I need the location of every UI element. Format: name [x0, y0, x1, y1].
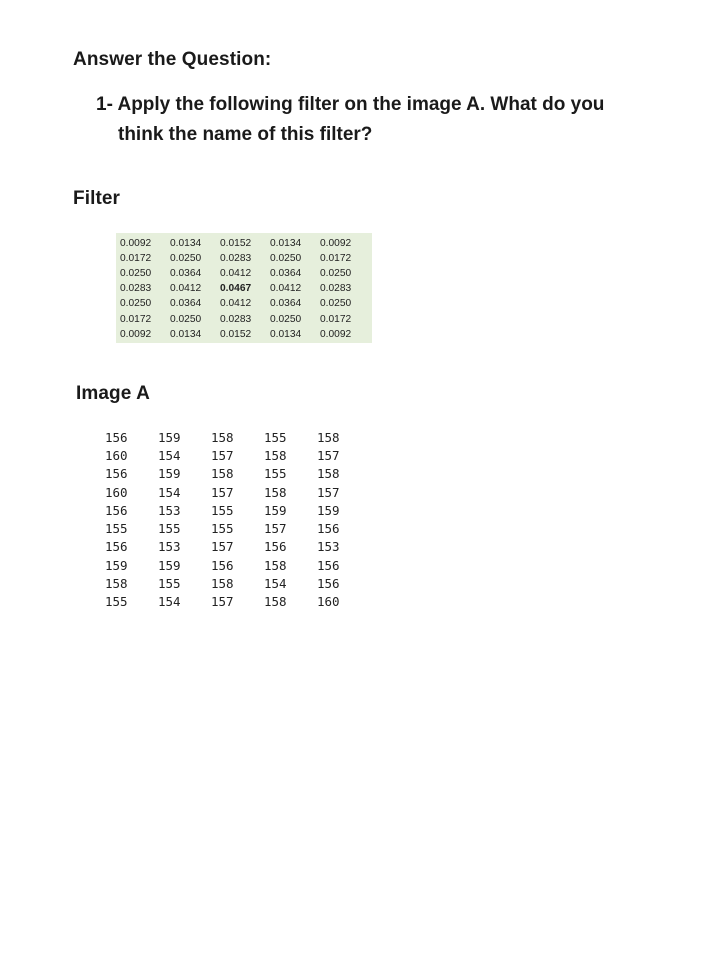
- image-cell: 158: [211, 429, 234, 445]
- filter-row: [120, 281, 370, 296]
- image-row: [105, 574, 370, 592]
- image-cell: 158: [264, 447, 287, 463]
- image-cell: 155: [158, 521, 181, 537]
- filter-cell: 0.0250: [270, 253, 302, 265]
- image-row: [105, 556, 370, 574]
- filter-heading: Filter: [73, 188, 121, 209]
- image-cell: 157: [317, 447, 340, 463]
- image-cell: 158: [317, 429, 340, 445]
- filter-cell: 0.0412: [170, 283, 202, 295]
- filter-row: [120, 311, 370, 326]
- image-cell: 153: [317, 539, 340, 555]
- image-cell: 153: [158, 539, 181, 555]
- filter-cell: 0.0092: [120, 238, 152, 250]
- image-cell: 155: [211, 502, 234, 518]
- image-cell: 157: [211, 594, 234, 610]
- image-cell: 157: [211, 539, 234, 555]
- filter-row: [120, 296, 370, 311]
- filter-cell: 0.0412: [270, 283, 302, 295]
- filter-cell: 0.0364: [270, 268, 302, 280]
- filter-cell: 0.0250: [320, 268, 352, 280]
- filter-cell: 0.0364: [170, 298, 202, 310]
- filter-row: [120, 236, 370, 251]
- question-text: [96, 90, 604, 150]
- filter-cell: 0.0172: [120, 253, 152, 265]
- image-row: [105, 465, 370, 483]
- filter-cell: 0.0250: [270, 313, 302, 325]
- filter-cell: 0.0172: [120, 313, 152, 325]
- image-cell: 157: [317, 484, 340, 500]
- filter-cell: 0.0092: [320, 238, 352, 250]
- image-cell: 154: [158, 447, 181, 463]
- filter-cell: 0.0250: [170, 253, 202, 265]
- image-cell: 156: [264, 539, 287, 555]
- image-cell: 155: [158, 576, 181, 592]
- filter-cell: 0.0283: [220, 313, 252, 325]
- image-cell: 158: [264, 557, 287, 573]
- image-row: [105, 519, 370, 537]
- filter-cell: 0.0134: [270, 328, 302, 340]
- image-cell: 158: [264, 484, 287, 500]
- filter-matrix-box: [116, 233, 372, 343]
- image-cell: 157: [211, 484, 234, 500]
- image-cell: 154: [264, 576, 287, 592]
- filter-cell: 0.0092: [120, 328, 152, 340]
- filter-cell: 0.0412: [220, 268, 252, 280]
- image-cell: 158: [317, 466, 340, 482]
- filter-matrix: [120, 236, 370, 342]
- image-cell: 156: [317, 576, 340, 592]
- filter-cell: 0.0092: [320, 328, 352, 340]
- filter-cell: 0.0250: [120, 268, 152, 280]
- image-cell: 157: [264, 521, 287, 537]
- image-cell: 156: [105, 429, 128, 445]
- filter-cell: 0.0134: [270, 238, 302, 250]
- filter-cell: 0.0250: [320, 298, 352, 310]
- image-cell: 156: [211, 557, 234, 573]
- question-line-1: 1- Apply the following filter on the image A. What do you: [96, 94, 605, 115]
- filter-row: [120, 266, 370, 281]
- filter-cell: 0.0134: [170, 238, 202, 250]
- image-row: [105, 593, 370, 611]
- image-cell: 159: [158, 466, 181, 482]
- image-row: [105, 538, 370, 556]
- image-cell: 158: [211, 466, 234, 482]
- image-cell: 157: [211, 447, 234, 463]
- image-cell: 155: [264, 429, 287, 445]
- image-cell: 156: [105, 502, 128, 518]
- filter-cell: 0.0152: [220, 238, 252, 250]
- image-row: [105, 446, 370, 464]
- image-row: [105, 483, 370, 501]
- image-cell: 153: [158, 502, 181, 518]
- filter-row: [120, 251, 370, 266]
- image-cell: 155: [105, 521, 128, 537]
- image-cell: 158: [105, 576, 128, 592]
- image-cell: 154: [158, 484, 181, 500]
- image-row: [105, 428, 370, 446]
- question-line-2: think the name of this filter?: [118, 124, 373, 145]
- image-cell: 156: [105, 539, 128, 555]
- filter-cell: 0.0364: [170, 268, 202, 280]
- filter-cell: 0.0250: [120, 298, 152, 310]
- page-title: Answer the Question:: [73, 49, 272, 70]
- image-cell: 156: [317, 557, 340, 573]
- image-a-heading: Image A: [76, 383, 150, 404]
- image-cell: 156: [317, 521, 340, 537]
- image-a-matrix: [105, 428, 370, 611]
- filter-cell: 0.0283: [220, 253, 252, 265]
- image-cell: 158: [211, 576, 234, 592]
- image-cell: 155: [211, 521, 234, 537]
- filter-cell: 0.0134: [170, 328, 202, 340]
- image-cell: 155: [105, 594, 128, 610]
- image-cell: 160: [105, 484, 128, 500]
- image-row: [105, 501, 370, 519]
- image-cell: 154: [158, 594, 181, 610]
- image-cell: 159: [317, 502, 340, 518]
- image-cell: 155: [264, 466, 287, 482]
- image-cell: 160: [317, 594, 340, 610]
- image-cell: 160: [105, 447, 128, 463]
- filter-cell: 0.0467: [220, 283, 252, 295]
- filter-row: [120, 327, 370, 342]
- filter-cell: 0.0364: [270, 298, 302, 310]
- filter-cell: 0.0172: [320, 253, 352, 265]
- image-cell: 159: [105, 557, 128, 573]
- filter-cell: 0.0172: [320, 313, 352, 325]
- filter-cell: 0.0152: [220, 328, 252, 340]
- image-cell: 158: [264, 594, 287, 610]
- filter-cell: 0.0412: [220, 298, 252, 310]
- image-cell: 159: [158, 429, 181, 445]
- image-cell: 159: [158, 557, 181, 573]
- image-cell: 156: [105, 466, 128, 482]
- filter-cell: 0.0250: [170, 313, 202, 325]
- image-cell: 159: [264, 502, 287, 518]
- filter-cell: 0.0283: [320, 283, 352, 295]
- filter-cell: 0.0283: [120, 283, 152, 295]
